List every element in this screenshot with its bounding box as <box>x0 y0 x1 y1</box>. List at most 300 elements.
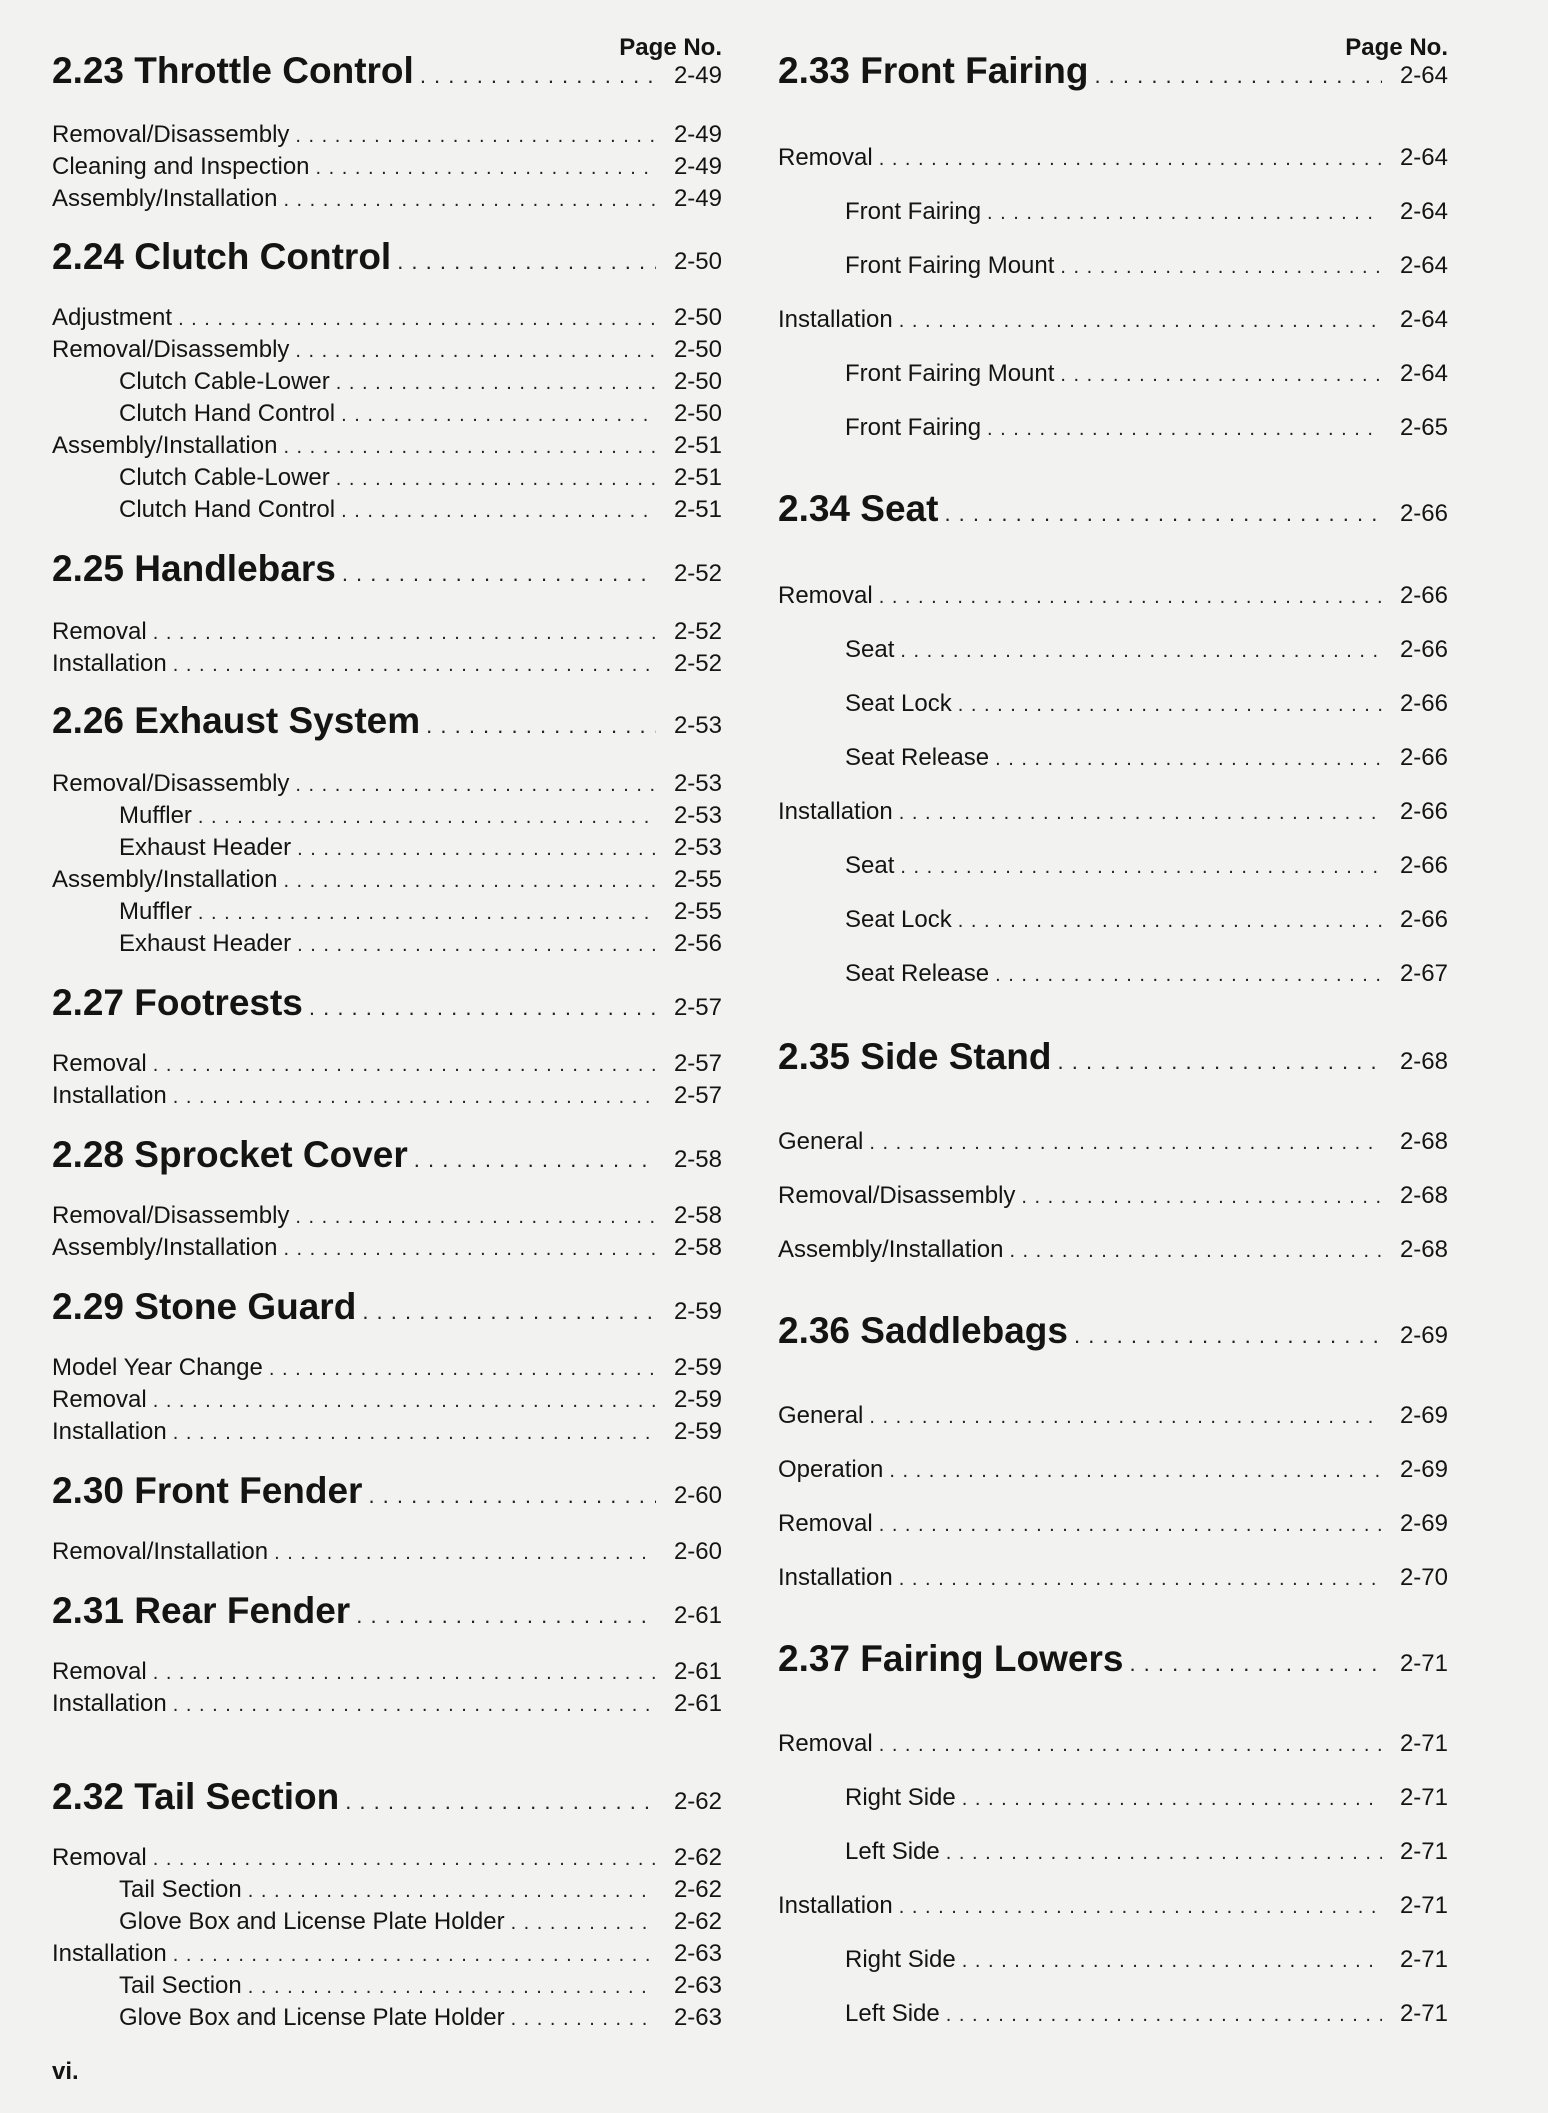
toc-entry <box>778 582 1448 610</box>
dot-leader <box>1060 256 1382 279</box>
dot-leader <box>879 586 1382 609</box>
toc-entry-title: Removal <box>52 1844 147 1871</box>
dot-leader <box>297 934 656 957</box>
dot-leader <box>198 806 656 829</box>
toc-page-number: 2-53 <box>673 802 722 829</box>
toc-page-number: 2-64 <box>1399 62 1448 89</box>
toc-page-number: 2-56 <box>673 930 722 957</box>
toc-section-heading <box>52 982 722 1024</box>
toc-page-number: 2-68 <box>1399 1128 1448 1155</box>
toc-entry-title: Installation <box>778 306 893 333</box>
toc-subentry <box>778 1838 1448 1866</box>
toc-subentry <box>52 834 722 862</box>
toc-page-number: 2-66 <box>1399 636 1448 663</box>
toc-page-number: 2-50 <box>673 304 722 331</box>
toc-entry-title: 2.37 Fairing Lowers <box>778 1638 1124 1679</box>
toc-page-number: 2-64 <box>1399 306 1448 333</box>
dot-leader <box>283 870 656 893</box>
toc-entry <box>52 1538 722 1566</box>
toc-entry-title: Clutch Cable-Lower <box>119 464 330 491</box>
toc-entry-title: Installation <box>52 650 167 677</box>
toc-entry <box>52 153 722 181</box>
toc-section-heading <box>778 50 1448 92</box>
toc-page-number: 2-49 <box>673 121 722 148</box>
dot-leader <box>173 654 656 677</box>
toc-entry-title: Muffler <box>119 802 192 829</box>
toc-page-number: 2-66 <box>1399 852 1448 879</box>
dot-leader <box>869 1406 1382 1429</box>
toc-entry <box>52 121 722 149</box>
toc-section-heading <box>52 1134 722 1176</box>
toc-subentry <box>52 1876 722 1904</box>
toc-section-heading <box>778 1310 1448 1352</box>
toc-page-number: 2-57 <box>673 1050 722 1077</box>
dot-leader <box>995 964 1382 987</box>
toc-page-number: 2-57 <box>673 994 722 1021</box>
toc-section-heading <box>52 1590 722 1632</box>
toc-entry-title: 2.35 Side Stand <box>778 1036 1052 1077</box>
toc-entry <box>778 1730 1448 1758</box>
toc-entry-title: Removal/Disassembly <box>52 770 290 797</box>
toc-page-number: 2-71 <box>1399 1946 1448 1973</box>
toc-entry-title: Clutch Hand Control <box>119 400 336 427</box>
toc-page-number: 2-58 <box>673 1234 722 1261</box>
dot-leader <box>879 148 1382 171</box>
dot-leader <box>889 1460 1382 1483</box>
toc-entry <box>52 770 722 798</box>
dot-leader <box>987 418 1382 441</box>
toc-entry-title: 2.25 Handlebars <box>52 548 336 589</box>
toc-entry-title: 2.29 Stone Guard <box>52 1286 357 1327</box>
toc-entry-title: Removal/Installation <box>52 1538 269 1565</box>
toc-section-heading <box>778 1638 1448 1680</box>
dot-leader <box>283 436 656 459</box>
dot-leader <box>879 1514 1382 1537</box>
toc-entry-title: Exhaust Header <box>119 930 292 957</box>
dot-leader <box>899 1568 1382 1591</box>
toc-entry-title: Removal/Disassembly <box>52 336 290 363</box>
toc-entry <box>52 1354 722 1382</box>
toc-entry-title: 2.33 Front Fairing <box>778 50 1089 91</box>
toc-entry <box>52 1050 722 1078</box>
toc-entry-title: 2.27 Footrests <box>52 982 303 1023</box>
dot-leader <box>511 2008 656 2031</box>
dot-leader <box>342 561 656 587</box>
toc-entry-title: 2.30 Front Fender <box>52 1470 363 1511</box>
toc-subentry <box>778 198 1448 226</box>
dot-leader <box>178 308 656 331</box>
dot-leader <box>356 1603 656 1629</box>
dot-leader <box>295 125 656 148</box>
toc-entry-title: General <box>778 1402 864 1429</box>
dot-leader <box>899 310 1382 333</box>
toc-entry-title: Seat Release <box>845 744 990 771</box>
dot-leader <box>958 910 1382 933</box>
toc-page-number: 2-63 <box>673 1940 722 1967</box>
toc-section-heading <box>52 50 722 92</box>
toc-entry <box>52 650 722 678</box>
toc-entry-title: Seat <box>845 852 895 879</box>
toc-page-number: 2-49 <box>673 153 722 180</box>
page-number-header: Page No. <box>619 34 722 61</box>
toc-entry-title: Installation <box>52 1082 167 1109</box>
toc-page-number: 2-50 <box>673 400 722 427</box>
dot-leader <box>316 157 656 180</box>
toc-entry <box>778 1182 1448 1210</box>
toc-subentry <box>778 414 1448 442</box>
toc-entry-title: Assembly/Installation <box>52 866 278 893</box>
toc-page-number: 2-71 <box>1399 1650 1448 1677</box>
dot-leader <box>295 340 656 363</box>
toc-subentry <box>52 1972 722 2000</box>
toc-page-number: 2-59 <box>673 1354 722 1381</box>
toc-page-number: 2-57 <box>673 1082 722 1109</box>
toc-page-number: 2-60 <box>673 1482 722 1509</box>
toc-entry-title: 2.28 Sprocket Cover <box>52 1134 408 1175</box>
toc-subentry <box>778 1946 1448 1974</box>
dot-leader <box>944 501 1382 527</box>
toc-entry-title: Installation <box>778 1564 893 1591</box>
toc-entry-title: Installation <box>52 1418 167 1445</box>
toc-subentry <box>52 898 722 926</box>
toc-page-number: 2-69 <box>1399 1456 1448 1483</box>
toc-entry-title: Tail Section <box>119 1876 242 1903</box>
toc-page-number: 2-71 <box>1399 1838 1448 1865</box>
toc-entry-title: Exhaust Header <box>119 834 292 861</box>
dot-leader <box>987 202 1382 225</box>
toc-entry-title: Clutch Cable-Lower <box>119 368 330 395</box>
toc-entry-title: Front Fairing Mount <box>845 360 1055 387</box>
toc-page-number: 2-71 <box>1399 2000 1448 2027</box>
toc-entry-title: Left Side <box>845 2000 940 2027</box>
toc-entry <box>52 304 722 332</box>
toc-page-number: 2-66 <box>1399 582 1448 609</box>
dot-leader <box>879 1734 1382 1757</box>
toc-page-number: 2-52 <box>673 650 722 677</box>
toc-entry <box>52 1202 722 1230</box>
toc-entry <box>52 1690 722 1718</box>
toc-entry <box>52 1082 722 1110</box>
toc-entry-title: Installation <box>52 1690 167 1717</box>
toc-entry-title: Assembly/Installation <box>778 1236 1004 1263</box>
toc-subentry <box>778 690 1448 718</box>
toc-page-number: 2-61 <box>673 1658 722 1685</box>
toc-entry <box>52 1658 722 1686</box>
toc-entry-title: Removal <box>778 1730 873 1757</box>
toc-entry <box>778 1892 1448 1920</box>
toc-subentry <box>778 744 1448 772</box>
toc-entry-title: Seat Release <box>845 960 990 987</box>
toc-entry <box>778 798 1448 826</box>
toc-entry-title: Installation <box>52 1940 167 1967</box>
toc-entry-title: Removal <box>52 1386 147 1413</box>
toc-section-heading <box>52 700 722 742</box>
dot-leader <box>297 838 656 861</box>
toc-entry-title: Installation <box>778 1892 893 1919</box>
toc-page-number: 2-63 <box>673 2004 722 2031</box>
toc-page-number: 2-69 <box>1399 1510 1448 1537</box>
toc-entry-title: Adjustment <box>52 304 173 331</box>
toc-page-number: 2-53 <box>673 834 722 861</box>
toc-entry <box>52 432 722 460</box>
toc-entry-title: 2.32 Tail Section <box>52 1776 340 1817</box>
toc-entry-title: Assembly/Installation <box>52 1234 278 1261</box>
toc-subentry <box>52 400 722 428</box>
dot-leader <box>295 1206 656 1229</box>
toc-entry-title: Seat Lock <box>845 690 952 717</box>
toc-entry-title: Right Side <box>845 1784 956 1811</box>
dot-leader <box>295 774 656 797</box>
toc-entry-title: Removal <box>778 1510 873 1537</box>
toc-subentry <box>52 2004 722 2032</box>
toc-section-heading <box>52 548 722 590</box>
toc-section-heading <box>52 236 722 278</box>
toc-page-number: 2-66 <box>1399 500 1448 527</box>
toc-page-number: 2-60 <box>673 1538 722 1565</box>
toc-entry-title: Removal <box>52 1658 147 1685</box>
toc-page-number: 2-66 <box>1399 798 1448 825</box>
dot-leader <box>900 856 1382 879</box>
dot-leader <box>899 1896 1382 1919</box>
dot-leader <box>946 2004 1382 2027</box>
toc-section-heading <box>52 1470 722 1512</box>
toc-entry <box>52 336 722 364</box>
toc-entry-title: Front Fairing Mount <box>845 252 1055 279</box>
toc-entry <box>52 1844 722 1872</box>
toc-entry <box>778 144 1448 172</box>
toc-page-number: 2-61 <box>673 1602 722 1629</box>
toc-entry-title: 2.23 Throttle Control <box>52 50 414 91</box>
toc-page-number: 2-67 <box>1399 960 1448 987</box>
toc-entry-title: Operation <box>778 1456 884 1483</box>
dot-leader <box>153 1054 656 1077</box>
dot-leader <box>397 249 656 275</box>
toc-subentry <box>52 368 722 396</box>
toc-entry-title: 2.24 Clutch Control <box>52 236 392 277</box>
toc-page-number: 2-68 <box>1399 1236 1448 1263</box>
toc-entry-title: Removal <box>778 144 873 171</box>
dot-leader <box>962 1950 1382 1973</box>
toc-page-number: 2-52 <box>673 618 722 645</box>
dot-leader <box>283 189 656 212</box>
toc-page-number: 2-68 <box>1399 1048 1448 1075</box>
dot-leader <box>900 640 1382 663</box>
toc-entry-title: Left Side <box>845 1838 940 1865</box>
page-footer: vi. <box>52 2058 79 2085</box>
dot-leader <box>869 1132 1382 1155</box>
dot-leader <box>274 1542 656 1565</box>
toc-subentry <box>52 930 722 958</box>
toc-page-number: 2-61 <box>673 1690 722 1717</box>
toc-page-number: 2-62 <box>673 1876 722 1903</box>
toc-page-number: 2-49 <box>673 185 722 212</box>
toc-subentry <box>778 852 1448 880</box>
toc-subentry <box>778 960 1448 988</box>
toc-page-number: 2-66 <box>1399 690 1448 717</box>
toc-entry-title: General <box>778 1128 864 1155</box>
toc-page-number: 2-55 <box>673 866 722 893</box>
dot-leader <box>341 404 656 427</box>
toc-page-number: 2-62 <box>673 1908 722 1935</box>
toc-entry <box>52 185 722 213</box>
toc-page-number: 2-66 <box>1399 744 1448 771</box>
toc-entry-title: Removal/Disassembly <box>52 121 290 148</box>
dot-leader <box>1060 364 1382 387</box>
toc-page-number: 2-50 <box>673 336 722 363</box>
toc-entry-title: 2.36 Saddlebags <box>778 1310 1068 1351</box>
toc-entry-title: Right Side <box>845 1946 956 1973</box>
dot-leader <box>1058 1049 1383 1075</box>
toc-page-number: 2-50 <box>673 368 722 395</box>
toc-subentry <box>52 1908 722 1936</box>
dot-leader <box>414 1147 656 1173</box>
toc-subentry <box>52 464 722 492</box>
toc-subentry <box>778 636 1448 664</box>
dot-leader <box>309 995 656 1021</box>
toc-page-number: 2-68 <box>1399 1182 1448 1209</box>
toc-subentry <box>778 1784 1448 1812</box>
dot-leader <box>173 1694 656 1717</box>
toc-entry-title: Removal <box>778 582 873 609</box>
dot-leader <box>958 694 1382 717</box>
toc-entry-title: Front Fairing <box>845 414 982 441</box>
toc-page-number: 2-51 <box>673 432 722 459</box>
toc-entry <box>52 1418 722 1446</box>
toc-section-heading <box>778 1036 1448 1078</box>
toc-entry-title: Glove Box and License Plate Holder <box>119 1908 505 1935</box>
dot-leader <box>198 902 656 925</box>
toc-page-number: 2-49 <box>673 62 722 89</box>
dot-leader <box>946 1842 1382 1865</box>
toc-subentry <box>52 496 722 524</box>
toc-entry <box>778 1128 1448 1156</box>
dot-leader <box>1009 1240 1382 1263</box>
toc-entry-title: Removal <box>52 1050 147 1077</box>
toc-entry <box>52 1234 722 1262</box>
toc-entry-title: Tail Section <box>119 1972 242 1999</box>
toc-page-number: 2-50 <box>673 248 722 275</box>
toc-entry <box>778 306 1448 334</box>
toc-entry <box>778 1402 1448 1430</box>
dot-leader <box>153 1848 656 1871</box>
toc-page-number: 2-53 <box>673 712 722 739</box>
toc-page-number: 2-55 <box>673 898 722 925</box>
dot-leader <box>420 63 656 89</box>
toc-subentry <box>52 802 722 830</box>
toc-page-number: 2-51 <box>673 464 722 491</box>
toc-entry-title: Seat Lock <box>845 906 952 933</box>
dot-leader <box>962 1788 1382 1811</box>
toc-entry <box>778 1456 1448 1484</box>
toc-subentry <box>778 252 1448 280</box>
dot-leader <box>336 372 656 395</box>
toc-entry <box>778 1236 1448 1264</box>
toc-page-number: 2-64 <box>1399 252 1448 279</box>
dot-leader <box>269 1358 656 1381</box>
dot-leader <box>511 1912 656 1935</box>
toc-entry-title: 2.31 Rear Fender <box>52 1590 351 1631</box>
toc-page-number: 2-70 <box>1399 1564 1448 1591</box>
toc-page-number: 2-64 <box>1399 144 1448 171</box>
dot-leader <box>336 468 656 491</box>
toc-entry <box>778 1564 1448 1592</box>
dot-leader <box>153 1662 656 1685</box>
toc-entry-title: Seat <box>845 636 895 663</box>
toc-page-number: 2-64 <box>1399 198 1448 225</box>
toc-page-number: 2-62 <box>673 1844 722 1871</box>
toc-subentry <box>778 906 1448 934</box>
dot-leader <box>1129 1651 1382 1677</box>
page-number-header: Page No. <box>1345 34 1448 61</box>
toc-section-heading <box>52 1286 722 1328</box>
dot-leader <box>345 1789 656 1815</box>
toc-entry-title: Glove Box and License Plate Holder <box>119 2004 505 2031</box>
toc-subentry <box>778 360 1448 388</box>
toc-page-number: 2-71 <box>1399 1892 1448 1919</box>
toc-entry-title: Front Fairing <box>845 198 982 225</box>
dot-leader <box>426 713 656 739</box>
toc-page-number: 2-63 <box>673 1972 722 1999</box>
toc-entry-title: 2.26 Exhaust System <box>52 700 421 741</box>
toc-page-number: 2-53 <box>673 770 722 797</box>
toc-entry-title: Assembly/Installation <box>52 432 278 459</box>
toc-page-number: 2-58 <box>673 1202 722 1229</box>
dot-leader <box>153 1390 656 1413</box>
toc-subentry <box>778 2000 1448 2028</box>
toc-page-number: 2-59 <box>673 1298 722 1325</box>
toc-page-number: 2-66 <box>1399 906 1448 933</box>
toc-entry <box>778 1510 1448 1538</box>
toc-page-number: 2-69 <box>1399 1322 1448 1349</box>
toc-page-number: 2-71 <box>1399 1784 1448 1811</box>
toc-entry-title: Installation <box>778 798 893 825</box>
dot-leader <box>153 622 656 645</box>
toc-entry-title: Cleaning and Inspection <box>52 153 310 180</box>
toc-page-number: 2-69 <box>1399 1402 1448 1429</box>
dot-leader <box>173 1422 656 1445</box>
toc-section-heading <box>778 488 1448 530</box>
dot-leader <box>362 1299 656 1325</box>
toc-entry-title: Clutch Hand Control <box>119 496 336 523</box>
dot-leader <box>173 1944 656 1967</box>
toc-entry-title: Muffler <box>119 898 192 925</box>
dot-leader <box>248 1880 656 1903</box>
toc-page-number: 2-64 <box>1399 360 1448 387</box>
toc-page-number: 2-52 <box>673 560 722 587</box>
toc-entry-title: Model Year Change <box>52 1354 263 1381</box>
dot-leader <box>173 1086 656 1109</box>
toc-entry-title: Removal/Disassembly <box>52 1202 290 1229</box>
toc-page-number: 2-59 <box>673 1418 722 1445</box>
dot-leader <box>341 500 656 523</box>
toc-entry-title: Removal/Disassembly <box>778 1182 1016 1209</box>
dot-leader <box>995 748 1382 771</box>
toc-entry <box>52 618 722 646</box>
toc-entry <box>52 866 722 894</box>
dot-leader <box>283 1238 656 1261</box>
toc-entry <box>52 1940 722 1968</box>
toc-page-number: 2-58 <box>673 1146 722 1173</box>
dot-leader <box>368 1483 656 1509</box>
toc-page-number: 2-51 <box>673 496 722 523</box>
toc-section-heading <box>52 1776 722 1818</box>
toc-page-number: 2-65 <box>1399 414 1448 441</box>
toc-page-number: 2-71 <box>1399 1730 1448 1757</box>
toc-page-number: 2-59 <box>673 1386 722 1413</box>
dot-leader <box>899 802 1382 825</box>
toc-entry-title: Removal <box>52 618 147 645</box>
toc-entry-title: Assembly/Installation <box>52 185 278 212</box>
